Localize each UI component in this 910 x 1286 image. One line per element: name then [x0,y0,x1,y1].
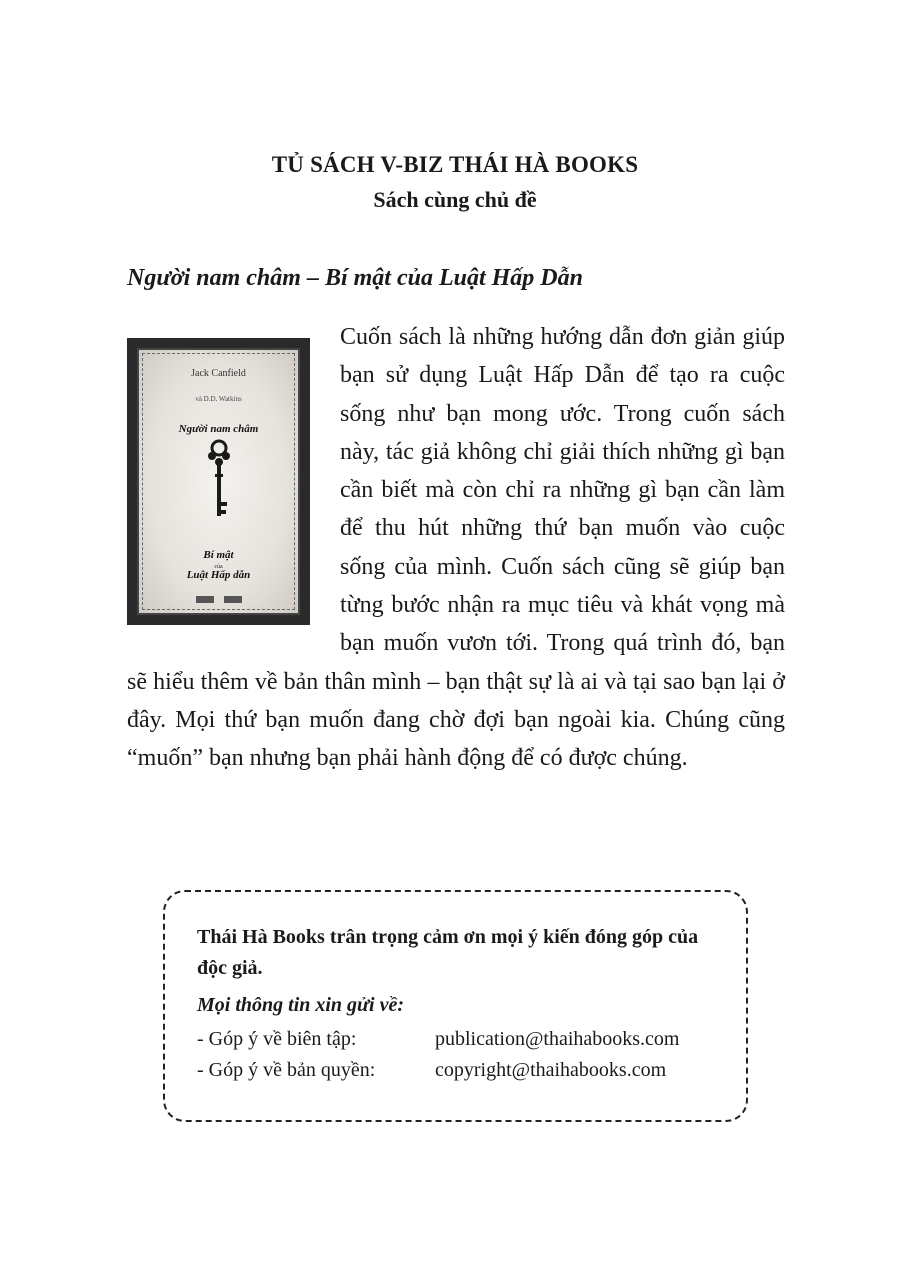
contact-email[interactable]: publication@thaihabooks.com [435,1028,680,1050]
cover-author: Jack Canfield [191,368,246,379]
contact-row-editorial [197,1024,714,1055]
send-to-label: Mọi thông tin xin gửi về: [197,994,405,1016]
contact-row-copyright [197,1055,714,1086]
section-subtitle: Sách cùng chủ đề [373,187,537,212]
series-title: TỦ SÁCH V-BIZ THÁI HÀ BOOKS [271,152,639,177]
book-description: Cuốn sách là những hướng dẫn đơn giản giúp bạn sử dụng Luật Hấp Dẫn để tạo ra cuộc sống như bạn mong ước. Trong cuốn sách này, tác giả không chỉ giải thích những gì bạn cần biết mà còn chỉ ra những gì bạn cần làm để thu hút những thứ bạn muốn vào cuộc sống của mình. Cuốn sách cũng sẽ giúp bạn từng bước nhận ra mục tiêu và khát vọng mà bạn muốn vươn tới. Trong quá trình đó, bạn sẽ hiểu thêm về bản thân mình – bạn thật sự là ai và tại sao bạn lại ở đây. Mọi thứ bạn muốn đang chờ đợi bạn ngoài kia. Chúng cũng “muốn” bạn nhưng bạn phải hành động để có được chúng. [127,324,785,772]
contact-label: - Góp ý về biên tập: [197,1028,357,1050]
cover-coauthor: và D.D. Watkins [195,395,242,403]
cover-subtitle-1: Bí mật [203,549,234,561]
cover-title: Người nam châm [178,423,259,435]
contact-box [163,890,748,1122]
key-icon [206,438,232,528]
book-section [127,318,785,778]
publisher-logos [139,596,298,603]
cover-subtitle-2: của [214,564,223,570]
thanks-text: Thái Hà Books trân trọng cảm ơn mọi ý kiến đóng góp của độc giả. [197,926,699,979]
contact-label: - Góp ý về bản quyền: [197,1059,376,1081]
book-title: Người nam châm – Bí mật của Luật Hấp Dẫn [127,265,583,291]
book-cover-image [127,338,310,625]
cover-subtitle-3: Luật Hấp dẫn [186,569,251,581]
contact-email[interactable]: copyright@thaihabooks.com [435,1059,667,1081]
